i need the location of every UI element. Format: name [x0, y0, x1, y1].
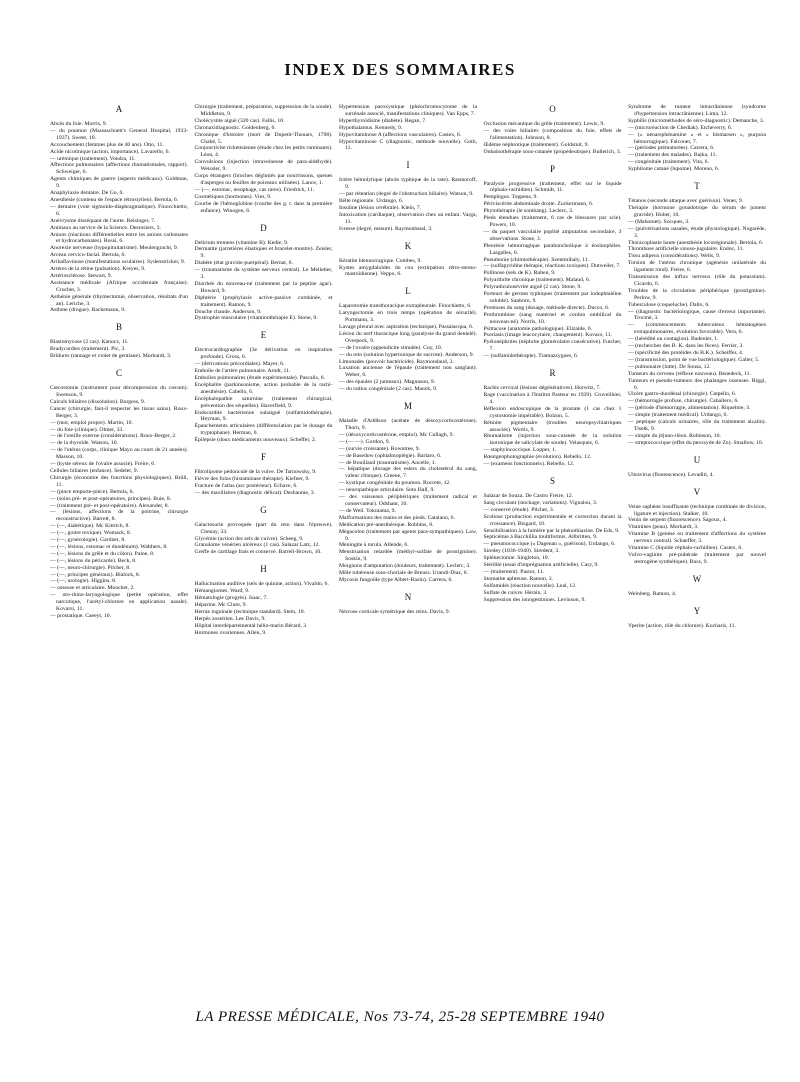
index-entry: — (commencements tuberculeux hématogènes extrapulmonaires, évolution favorable). Vera, 6. [628, 322, 766, 336]
index-entry: Sulfate de cuivre. Hérain, 3. [483, 589, 548, 596]
index-entry: — (—, lésions du péricarde). Beck, 8. [50, 557, 137, 564]
index-entry: — de Basedow (ophtalmoplégie). Barlaro, 6. [339, 452, 442, 459]
index-entry: — (traitement pré- et post-opératoire). Alexander, 8. [50, 502, 170, 509]
section-letter-y: Y [693, 605, 701, 616]
index-entry: — des épaules (2 jumeaux). Magnuson, 9. [339, 379, 436, 386]
index-entry: — (transmission, point de vue bactériologique). Galter, 5. [628, 356, 760, 363]
index-entry: Hyperthyroïdisme (diabète). Regan, 7. [339, 117, 427, 124]
index-entry: Anesthésie (contenu de l'espace rétrostylien). Bertola, 6. [50, 196, 179, 203]
index-entry: — du poumon (Massaschuett's General Hospital, 1933-1937). Sweet, 10. [50, 127, 188, 141]
index-entry: — (—, diabétique). Mc Kittrich, 8. [50, 523, 130, 530]
index-entry: — (Mahomet). Socques, 3. [628, 218, 690, 225]
index-entry: Artériosclérose. Stewart, 9. [50, 272, 113, 279]
index-entry: — prostatique. Caeeyt, 10. [50, 613, 111, 619]
index-entry: Bradycardies (traitement). Pic, 3. [50, 346, 126, 353]
index-entry: Blastomycose (2 cas). Kanocz, 11. [50, 339, 129, 346]
index-entry: Kératite blennorragique. Combes, 9. [339, 257, 422, 264]
index-entry: Diabète (état gravido-puerpéral). Bernat, 6. [194, 260, 293, 267]
index-entry: — (sulfapyridine thérapie, réactions toxiques). Dutweiler, 7. [483, 263, 621, 270]
index-entry: Ivresse (degré, mesure). Raymonbaud, 3. [339, 225, 433, 232]
index-entry: Tétanos (seconde attaque avec guérison). Vener, 9. [628, 198, 744, 205]
index-entry: — du paquet vasculaire poplité amputation secondaire, 3 observations. Stone, 3. [483, 228, 622, 242]
index-entry: — (—, principes généraux). Blalock, 8. [50, 571, 141, 578]
index-entry: Sensibilisation à la lumière par la phénothiazine. De Eds, 9. [483, 527, 620, 534]
section-letter-r: R [549, 368, 556, 379]
section-letter-d: D [260, 222, 267, 233]
index-entry: Syndrome de tumeur intracrânienne (syndrome d'hypertension intracrânienne). Lima, 12. [628, 104, 766, 117]
index-entry: Pieds étendues (traitement, 6 cas de blessures par scie). Powers, 10. [483, 215, 622, 228]
page-footer: LA PRESSE MÉDICALE, Nos 73-74, 25-28 SEPTEMBRE 1940 [195, 1009, 605, 1025]
index-entry: Suppression des ionogestinines. Levinson, 9. [483, 596, 586, 603]
index-entry: — (kyste séreux de l'ovaire associé). Freire, 6. [50, 461, 156, 468]
index-entry: — (traitement). Pastor, 11. [483, 568, 545, 575]
index-entry: Hypovitaminose C (diagnostic, méthode nouvelle). Goth, 11. [339, 138, 477, 152]
index-entry: Limonades (pouvoir bactéricide). Raymondaud, 3. [339, 358, 454, 365]
index-entry: — de l'ovaire (appendicite simulée). Cuy, 10. [339, 344, 443, 351]
index-entry: — neuropathique articulaire. Soto Hall, 9. [339, 487, 435, 494]
index-entry: Lésion du nerf thoracique long (paralysie du grand dentelé). Overpeck, 9. [339, 330, 477, 344]
section-letter-u: U [693, 454, 701, 465]
index-entry: — (— —). Gordon, 9. [339, 438, 391, 445]
index-entry: Menstruation retardée (méthyl-sulfate de prostigmine). Soskin, 9. [339, 549, 477, 563]
index-entry: Vitamines (peau). Morhardt, 3. [628, 524, 699, 531]
index-entry: Granulome vénérien ulcéreux (1 cas). Salazar Latz, 12. [194, 542, 320, 549]
index-entry: Épilepsie (doux médicaments nouveaux). Scheffer, 2. [194, 437, 317, 444]
index-entry: Glycémie (action des sels de cuivre). Scheeg, 9. [194, 535, 304, 542]
index-entry: Chronique d'histoire (mort de Dupetit-Thouars, 1798). Chabé, 5. [194, 131, 333, 145]
index-entry: Stomatite aphteuse. Ramon, 3. [483, 575, 554, 582]
index-entry: Anaphylaxie dentaire. De Go, 6. [50, 190, 124, 197]
index-entry: Ictère hémolytique (abcès typhique de la rate). Rasmoroff, 9. [339, 177, 477, 191]
index-entry: Herpès zostérien. Lee Davis, 9. [194, 615, 266, 622]
index-entry: — du radius congénitale (2 cas). Mauck, 9. [339, 386, 438, 393]
index-entry: Phytothérapie (le sombang). Leclerc, 3. [483, 208, 574, 215]
index-entry: Hallucination auditive (sels de quinine, action). Vivaldo, 6. [194, 581, 329, 588]
index-entry: — des vaisseaux périphériques (traitement radical et conservateur). Odshanr, 10. [339, 494, 477, 507]
index-entry: Conjonctivite rickettsienne (étude chez les petits ruminants). Léon, 4. [194, 145, 333, 159]
index-entry: Rœntgenphotographie (évolution). Rebello, 12. [483, 454, 592, 461]
index-entry: Kystes amygdaloïdes du cou (extirpation rétro-sterno-mastoïdienne). Veppo, 6. [339, 264, 477, 278]
index-entry: — des voies biliaires (composition du foie, effets de l'alimentation). Johnson, 8. [483, 127, 622, 141]
index-entry: Hématologie (progrès). Isaac, 7. [194, 595, 268, 602]
index-entry: Sang circulant (stockage, variations). Vignalou, 3. [483, 499, 598, 506]
index-entry: Galactosurie provoquée (part du rein dans l'épreuve). Chenay, 33. [194, 521, 333, 535]
index-entry: — (lésions, affections de la poitrine, chirurgie reconstructive). Barrett, 8. [50, 509, 188, 523]
index-entry: — (spécificité des protéides du B.K.). Scheiffer, 4. [628, 350, 744, 356]
index-entry: Hypothalamus. Kennedy, 9. [339, 124, 403, 131]
index-entry: Vitamine C (liquide céphalo-rachidien). Castex, 6. [628, 545, 743, 552]
index-entry: Splénectomie. Singleton, 10. [483, 555, 550, 562]
index-entry: Calculs biliaires (dissolution). Burgess, 9. [50, 398, 146, 405]
index-entry: — de Bouillaud (traumatisme). Ancelle, 1. [339, 459, 436, 466]
index-entry: Anorexie nerveuse (hypopituitarisme). Meulengracht, 9. [50, 245, 179, 252]
index-entry: Encéphalopathie saturnine (traitement chirurgical, prévention des séquelles). Haverfield, 9. [194, 395, 333, 409]
index-entry: Electrocardiographie (3e dérivation en inspiration profonde). Gross, 6. [194, 347, 333, 361]
index-entry: Lavage pleural avec aspiration (technique). Passalacqua, 6. [339, 324, 474, 331]
index-column-1 [50, 104, 188, 1004]
index-entry: Dystrophie musculaire (vitaminothérapie E). Stone, 9. [194, 315, 318, 322]
index-entry: Polyarthrite chronique (traitement). Malaud, 6. [483, 277, 591, 284]
index-entry: — (microréaction de Chediak). Etcheverry, 6. [628, 124, 733, 131]
index-entry: Douche chaude. Anderson, 9. [194, 308, 262, 315]
index-entry: — urémique (traitement). Vondra, 11. [50, 155, 136, 162]
index-entry: Veine saphène insuffisante (technique combinée de division, ligature et injection). Stalker, 10. [628, 503, 766, 517]
index-entry: Mégacolon (traitement par agents para-sympathiques). Law, 9. [339, 528, 477, 542]
index-entry: Delirium tremens (vitamine B). Kedie, 9. [194, 239, 289, 246]
index-entry: Pollinose (sels de K). Ruben, 9. [483, 270, 556, 277]
index-entry: Thérapie (hormone gonadotrope du sérum de jument gravide). Huber, 10. [628, 204, 766, 218]
index-entry: Rétinite pigmentaire (troubles neuropsychiatriques associés). Wortis, 9. [483, 419, 622, 433]
index-entry: Sulfamidés (réaction nouvelle). Leal, 12. [483, 582, 577, 589]
index-entry: Weinberg. Ramon, 4. [628, 590, 677, 597]
index-entry: Troubles de la circulation périphérique (prostigmine). Perlow, 9. [628, 287, 766, 301]
index-entry: Animaux au service de la Science. Desrosiers, 3. [50, 224, 161, 231]
index-entry: — (pulvérisations nasales, étude physiologique). Nogaréde, 3. [628, 225, 766, 239]
index-entry: Diarrhée du nouveau-né (traitement par la peptine agar). Howard, 9. [194, 280, 333, 294]
index-entry: Artères de la rétine (pulsation). Kreyes, 9. [50, 266, 146, 273]
index-entry: — (examens fonctionnels). Rebello, 12. [483, 461, 575, 468]
index-column-5 [628, 104, 766, 1004]
index-entry: Chronaxidiagnostic. Goldenberg, 6. [194, 124, 276, 131]
index-entry: Tumeurs et pseudo-tumeurs des phalanges osseuses. Riggi, 6. [628, 377, 766, 391]
page-title: INDEX DES SOMMAIRES [284, 60, 516, 79]
index-entry: Pyélonéphrites (néphrite glomérulaire consécutive). Futcher, 7. [483, 339, 622, 353]
index-entry: — (survie croissante). Rowntree, 9. [339, 445, 421, 452]
index-entry: Vulvo-vaginite pré-pubérale (traitement par nouvel œstrogène synthétique). Russ, 9. [628, 551, 766, 565]
index-entry: Cellules biliaires (enfance). Sedeler, 9. [50, 467, 139, 474]
index-entry: — du foie (clinique). Olmer, 33. [50, 426, 124, 433]
index-entry: — congénitale (traitement). Vita, 6. [628, 159, 709, 166]
index-entry: Malformations des mains et des pieds. Catalano, 6. [339, 514, 455, 521]
index-entry: Agents chimiques de guerre (aspects médicaux). Goldman, 9. [50, 176, 188, 190]
index-entry: Abcès du foie. Morris, 9. [50, 121, 108, 127]
index-entry: Torsion de l'utérus chronique (agénésie unilatérale du ligament rond). Freire, 6. [628, 260, 766, 274]
index-entry: Prothrombine (sang maternel et cordon ombilical du nouveau-né). Norris, 10. [483, 311, 622, 325]
index-entry: Septicémie à Bacchillia multiformis. Allbritten, 9. [483, 534, 598, 541]
section-letter-e: E [260, 330, 267, 341]
index-entry: Psoriasis (image leucocytaire, changement). Kovacs, 11. [483, 332, 613, 339]
index-entry: Chirurgie (économie des fonctions physiologiques). Brüll, 11. [50, 474, 188, 488]
index-entry: Asthme (drogue). Backemann, 9. [50, 307, 126, 314]
index-entry: Encéphalite (parkinsonisme, action probable de la rachi-anesthésie). Cabello, 6. [194, 381, 333, 395]
index-entry: Thoracoplastie haute (anesthésie locorégionale). Bertola, 6. [628, 239, 764, 246]
index-entry: Scoliose (production expérimentale et correction durant la croissance). Bisgard, 10. [483, 513, 622, 527]
index-entry: — (recherches des B. K. dans les fèces). Ferrier, 3. [628, 343, 744, 350]
section-letter-h: H [260, 564, 267, 575]
section-letter-m: M [403, 401, 412, 412]
section-letter-f: F [260, 452, 266, 463]
index-entry: Rhumatisme (injection sous-cutanée de la solution isotonique de salicylate de soude). Velasquez, 6. [483, 433, 622, 447]
index-entry: Brûlures (tannage et violet de gentiane). Morhardt, 3. [50, 353, 172, 360]
index-entry: Accouchement (femmes plus de 40 ans). Otto, 11. [50, 141, 164, 148]
index-entry: Intoxication (cardiaque), observation chez un enfant. Varga, 11. [339, 211, 477, 225]
index-entry: Moignons d'amputation (douleurs, traitement). Leclerc, 3. [339, 563, 471, 570]
index-entry: Fièvre des foins (histaminase thérapie). Kiefner, 9. [194, 475, 310, 482]
index-entry: — (—, goitre toxique). Womack, 8. [50, 530, 132, 537]
index-entry: Siredey (1836-1940). Siredent, 3. [483, 548, 560, 555]
index-entry: Dermatite (jarretières élastiques et bracelet-montre). Zeisler, 9. [194, 246, 333, 260]
section-letter-i: I [406, 160, 410, 171]
index-entry: — (hémorragie profuse, chirurgie). Caballero, 6. [628, 398, 739, 405]
index-entry: — kystique congénitale du poumon. Rocrete, 12. [339, 480, 451, 487]
index-entry: Acide nicotinique (action, importance). Lavarello, 6. [50, 148, 170, 155]
section-letter-t: T [694, 181, 700, 192]
index-column-2 [195, 104, 333, 1004]
index-entry: Maladie d'Addison (acétate de désoxycorticostérone). Thorn, 9. [339, 418, 477, 431]
index-entry: Endocardite bactérienne subaiguë (sulfamidothérapie). Heyman, 9. [194, 409, 333, 423]
index-entry: Chirurgie (traitement, préparation, suppression de la sonde). Middleton, 9. [194, 104, 333, 117]
index-entry: — (mot, emploi propre). Martin, 10. [50, 419, 133, 426]
index-entry: — (hérédité ou contagion). Badenier, 1. [628, 336, 719, 343]
index-entry: Hôpital interdépartemental hélio-marin Bérard, 3. [194, 622, 308, 629]
index-entry: — (—, estomac, œsophage, cas rares). Friedrich, 11. [194, 186, 315, 193]
index-entry: — hépatique (dosage des esters du cholestérol du sang, valeur clinique). Greene, 7. [339, 466, 477, 480]
index-entry: Assistance médicale (Afrique occidentale française). Crucbet, 3. [50, 279, 188, 293]
section-letter-s: S [549, 475, 555, 486]
index-entry: — staphylococcique. Lopper, 1. [483, 447, 557, 454]
index-entry: Tissu adipeux (considérations). Wells, 9. [628, 253, 721, 260]
index-entry: Arceau cervico-facial. Bertola, 6. [50, 252, 126, 259]
index-entry: Hémangiomes. Ward, 9. [194, 588, 250, 595]
index-entry: Psittacose (anatomie pathologique). Elizalde, 6. [483, 325, 593, 332]
index-entry: Pemphigus. Toppens, 9. [483, 194, 538, 201]
index-entry: Fracture de l'atlas (arc postérieur). Echave, 6. [194, 482, 298, 489]
index-entry: Cœcostomie (instrument pour décompression du cæcum). Swenson, 9. [50, 385, 188, 398]
index-entry: Héparine. Mc Clure, 9. [194, 601, 247, 608]
index-entry: Venin de serpent (fluorescence). Sagoux, 4. [628, 517, 727, 524]
index-entry: Paralysie progressive (traitement, effet sur le liquide céphalo-rachidien). Schmidt, 11. [483, 180, 622, 194]
index-entry: Cosmétiques (hormones). Vies, 9. [194, 193, 272, 200]
index-entry: Mycosis fungoïde (type Albert-Bazin). Carrera, 6. [339, 576, 453, 583]
index-entry: — (—, gynécologie). Gardner, 8. [50, 537, 126, 544]
index-entry: — osseuse et articulaire. Mouchet, 2. [50, 585, 135, 592]
section-letter-a: A [115, 104, 123, 114]
index-entry: Réflexion endoscopique de la prostate (1 cas chez 1 cystostomie impérable). Bolzon, 5. [483, 405, 622, 419]
index-entry: — pulmonaire (lutte). De Sousa, 12. [628, 363, 711, 370]
index-entry: Embolie de l'artère pulmonaire. Arndt, 11. [194, 368, 291, 375]
index-entry: Cholécystite aiguë (320 cas). Fallis, 10. [194, 117, 285, 124]
index-entry: Oubaïnothérapie sous-cutanée (propédeutique). Bullerich, 3. [483, 148, 622, 155]
index-entry: Laparotomie transthoracique extrapleurale. Finochietto, 6. [339, 303, 472, 310]
index-entry: Affections pulmonaires (affections rhumatismales, rapport). Schweiger, 6. [50, 162, 188, 176]
index-entry: Épanchements articulaires (différenciation par le dosage du tryptophane). Herman, 6. [194, 423, 333, 437]
index-entry: Syphilis (microméthodes de séro-diagnostic). Demanche, 3. [628, 117, 765, 124]
index-entry: Asthénie générale (thymectomie, observation, résultats d'un an). Leriche, 3. [50, 293, 188, 307]
index-entry: Fibrolipome pédonculé de la vulve. De Tarnowsky, 9. [194, 469, 317, 476]
index-entry: Laryngectomie en trois temps (opération de sécurité). Portmann, 3. [339, 310, 477, 324]
index-entry: Courbe de l'hémoglobine (courbe des g. r. dans la première enfance). Winogen, 6. [194, 200, 333, 214]
index-entry: Cancer (chirurgie, faut-il respecter les tissus sains). Roux-Berger, 3. [50, 405, 188, 419]
index-entry: — simple du jéjuno-iléon. Robinson, 10. [628, 432, 721, 439]
index-entry: Polyradiculonévrite aiguë (2 cas). Stone, 9. [483, 284, 582, 291]
index-entry: — de l'oreille externe (considérations). Roux-Berger, 2. [50, 433, 177, 440]
index-entry: Périviscérite abdominale droite. Zuckermann, 6. [483, 201, 594, 208]
index-entry: — (périodes prématurées). Carrera, 6. [628, 145, 715, 152]
index-entry: — (« néoarsphénamine » et « bismarsen », purpura hémorragique). Falconer, 7. [628, 131, 766, 145]
index-entry: Ulcère gastro-duodénal (chirurgie). Cœpello, 6. [628, 391, 737, 398]
index-entry: — oto-rhino-laryngologique (petite opération, effet narcotique, l'acétyl-chlorure en application nasale). Kovarsi, 11. [50, 592, 188, 613]
index-entry: Pleurésie hémorragique paraboncholique à éosinophiles. Lasgalles, 6. [483, 242, 622, 256]
index-entry: Hypertension paroxystique (phéochromocytome de la surrénale associé, manifestations cliniques). Van Epps, 7. [339, 104, 477, 117]
index-entry: Œdème néphrotique (traitement). Goldsmit, 9. [483, 141, 589, 148]
index-entry: — (période d'hémorragie, alimentation). Riquelme, 3. [628, 405, 751, 412]
index-entry: Thrombose artificielle sinuso-jugulaire. Endoc, 11. [628, 246, 744, 253]
section-letter-o: O [549, 104, 556, 114]
index-entry: — (traumatisme du système nerveux central). Le Melletier, 3. [194, 267, 333, 281]
section-letter-w: W [692, 573, 702, 584]
index-entry: Aribaflavinose (manifestations oculaires). Sydenstricker, 9. [50, 259, 186, 266]
index-entry: Iléite régionale. Urdango, 6. [339, 198, 404, 205]
index-entry: Anions (réactions différentielles entre les anions carbonates et hydrocarbonates). Rossi, 6. [50, 231, 188, 245]
index-entry: Pneumonie (chimiothérapie). Szentmihaly, 11. [483, 256, 590, 263]
index-entry: — du rein (solution hypertonique de sucrose). Anderson, 9. [339, 351, 475, 358]
index-entry: Vitamine B (genèse ou traitement d'affections du système nerveux central). Schaeffer, 3. [628, 531, 766, 545]
index-entry: — de Weil. Tokutama, 9. [339, 507, 396, 514]
index-entry: Stérilité (essai d'imprégnation artificielle). Cary, 9. [483, 562, 599, 569]
index-entry: Méningite à torula. Allende, 6. [339, 542, 409, 549]
index-entry: — (sulfamidothérapie). Tramazzygues, 6. [483, 353, 579, 360]
index-entry: — peptique (calculs urinaires, rôle du traitement alcalin). Tiselk, 9. [628, 419, 766, 432]
index-entry: — de l'utérus (corps, clinique Mayo au cours de 21 années). Masson, 10. [50, 447, 188, 461]
index-entry: — (—, urologie). Higgins, 8. [50, 578, 117, 585]
index-entry: Anévrysme disséquant de l'aorte. Reisinger, 7. [50, 217, 156, 224]
index-entry: Rage (vaccination à l'Institut Pasteur en 1939). Cruveilhier, 4. [483, 392, 622, 405]
index-entry: Hypovitaminose A (affections vasculaires). Castex, 6. [339, 131, 462, 138]
index-entry: Insuline (lésion cérébrale). Klein, 7. [339, 204, 421, 211]
section-letter-b: B [115, 322, 122, 333]
index-entry: — par rétention (degré de l'obstruction biliaire). Watson, 9. [339, 191, 474, 198]
index-entry: Greffe de cartilage frais et conservé. Barrell-Brown, 10. [194, 549, 322, 556]
index-entry: Corps étrangers (broches déglutiés par nourrissons, queues d'asperges ou feuilles de poireaux utilisées). Lance, 1. [194, 173, 333, 186]
index-entry: — simple (traitement médical). Urdango, 6. [628, 412, 728, 419]
index-entry: Yperite (action, rôle du chlorure). Kucharis, 11. [628, 622, 736, 629]
index-columns [50, 104, 766, 1004]
index-entry: — (dérivations précordiales). Mayer, 6. [194, 361, 285, 368]
section-letter-k: K [404, 240, 412, 251]
index-entry: — (soins pré- et post-opératoires, principes). Buie, 8. [50, 495, 172, 502]
index-entry: — (—, lésions du grêle et du côlon). Paine, 8. [50, 550, 155, 557]
section-letter-n: N [404, 591, 412, 602]
section-letter-c: C [115, 368, 122, 379]
index-entry: — (—, lésions, estomac et duodénum). Walthers, 8. [50, 543, 168, 550]
section-letter-v: V [693, 486, 701, 497]
index-entry: — (désoxycorticostérone, emploi). Mc Cullagh, 9. [339, 431, 454, 438]
index-entry: — des maxillaires (diagnostic délicat). Deshaume, 3. [194, 489, 316, 496]
index-entry: Occlusion mécanique du grêle (traitement). Lewis, 9. [483, 121, 605, 127]
index-entry: Protéoses du sang (dosage, méthode directe). Ducco, 6. [483, 304, 610, 311]
index-entry: Rachis cervical (lésions dégénératives). Horwitz, 7. [483, 385, 601, 392]
index-entry: — conservé (étude). Pilchet, 3. [483, 506, 555, 513]
index-entry: Convulsions (injection intraveineuse de para-aldéhyde). Weissler, 9. [194, 159, 333, 173]
index-entry: — (traitement des malades). Bajka, 11. [628, 152, 717, 159]
index-entry: Médication pré-anesthésique. Robbins, 8. [339, 521, 434, 528]
index-entry: — (pince emporte-pièce). Bertola, 6. [50, 488, 134, 495]
index-entry: Luxation ancienne de l'épaule (traitement non sanglant). Weber, 6. [339, 365, 477, 379]
index-entry: — dentaire (voie sigmoïdo-diaphragmatique). Finocchietto, 6. [50, 203, 188, 217]
index-entry: Hormones ovariennes. Allen, 9. [194, 629, 267, 636]
index-entry: — streptococcique (effet du peroxyde de Zn). Smallow, 10. [628, 439, 764, 446]
index-entry: Nécrose corticale symétrique des reins. Davis, 9. [339, 608, 451, 615]
index-column-3 [339, 104, 477, 1004]
index-entry: — (diagnostic bactériologique, cause d'erreur importante). Trocmé, 3. [628, 308, 766, 322]
index-entry: Tuberculose (coqueluche). Dalto, 6. [628, 301, 710, 308]
index-entry: Ultravirus (fluorescence). Levaditi, 4. [628, 471, 714, 478]
index-entry: — (—, neuro-chirurgie). Pilcher, 8. [50, 564, 131, 571]
index-entry: Embolies pulmonaires (étude expérimentale). Pascalis, 6. [194, 375, 325, 381]
index-entry: — pneumococcique (« Dagenan », guérison). Urdango, 6. [483, 541, 616, 548]
index-entry: Diphtérie (prophylaxie active-passive combinée, et traitement). Ramon, 9. [194, 294, 333, 308]
index-column-4 [484, 104, 622, 1004]
index-entry: Salazar de Souza. De Castro Freire, 12. [483, 492, 574, 499]
index-entry: Transmission des influx nerveux (rôle du potassium). Cicardo, 6. [628, 274, 766, 287]
section-letter-p: P [549, 163, 555, 174]
index-entry: Porteurs de germes typhiques (traitement par iodophtaléine soluble). Sanborn, 9. [483, 291, 622, 304]
index-entry: Hernie inguinale (technique standard). Stein, 10. [194, 608, 306, 615]
section-letter-l: L [405, 286, 411, 297]
index-entry: Môle tubéreuse sous-choriale de Breuss. Urandi-Diaz, 6. [339, 570, 469, 577]
index-entry: — de la thyroïde. Watson, 10. [50, 440, 118, 447]
index-entry: Syphilome cutané (lupome). Moreno, 6. [628, 166, 720, 173]
index-entry: Tumeurs du cerveau (réflexe nouveau). Benedeck, 11. [628, 370, 751, 377]
section-letter-g: G [260, 504, 267, 515]
